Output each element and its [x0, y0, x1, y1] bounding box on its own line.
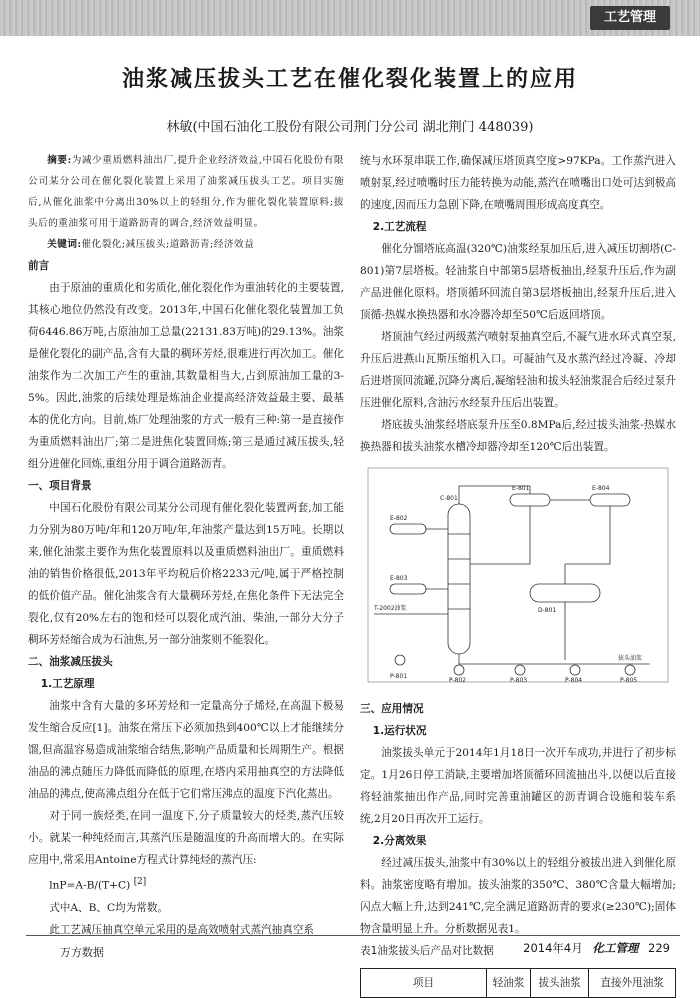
footer-info — [523, 940, 670, 956]
footer-rule — [26, 935, 680, 936]
right-column — [360, 150, 676, 998]
flow-paragraph-2: 塔顶油气经过两级蒸汽喷射泵抽真空后,不凝气进水环式真空泵,升压后进燕山瓦斯压缩机入口。可凝油气及水蒸汽经过冷凝、冷却后进塔顶回流罐,沉降分离后,凝缩轻油和拔头轻油浆混合后经过泵升压进催化原料,含油污水经泵升压后出装置。 — [360, 331, 676, 409]
abstract-label: 摘要: — [47, 155, 72, 166]
table-header-cell: 拔头油浆 — [531, 969, 589, 998]
pump-2-symbol — [454, 665, 464, 675]
label-inlet: T-2002油浆 — [374, 605, 407, 612]
exchanger-left-lower — [390, 584, 426, 594]
reflux-line — [470, 506, 530, 564]
equation-ref: [2] — [133, 877, 147, 887]
principle-paragraph-1: 油浆中含有大量的多环芳烃和一定量高分子烯烃,在高温下极易发生缩合反应[1]。油浆在常压下必须加热到400℃以上才能继续分馏,但高温容易造成油浆缩合结焦,影响产品质量和长周期生产。根据油品的沸点随压力降低而降低的原理,在塔内采用抽真空的方法降低油品的沸点,使高沸点组分在低于它们常压沸点的温度下汽化蒸出。 — [28, 700, 344, 800]
table-header-cell: 轻油浆 — [487, 969, 531, 998]
equation-note: 式中A、B、C均为常数。 — [49, 901, 169, 914]
table-header-cell: 项目 — [361, 969, 487, 998]
table-caption: 表1油浆拔头后产品对比数据 — [360, 945, 494, 957]
label-vessel-top-left: E-801 — [512, 485, 530, 492]
author-line: 林敏(中国石油化工股份有限公司荆门分公司 湖北荆门 448039) — [166, 120, 534, 135]
principle-paragraph-3: 此工艺减压抽真空单元采用的是高效喷射式蒸汽抽真空系 — [49, 923, 315, 936]
label-column: C-801 — [440, 495, 458, 502]
flow-heading: 2.工艺流程 — [372, 221, 427, 233]
slurry-heading: 二、油浆减压拔头 — [28, 656, 113, 668]
label-pump-5: P-805 — [620, 677, 638, 684]
header-band — [0, 0, 700, 36]
preface-heading: 前言 — [28, 260, 50, 272]
keywords — [28, 234, 344, 255]
exchanger-top-left — [510, 494, 550, 506]
label-left-mid: E-802 — [390, 515, 408, 522]
label-outlet: 拔头油浆 — [618, 655, 643, 662]
abstract — [28, 150, 344, 234]
footer-source: 万方数据 — [60, 946, 104, 959]
label-pump-1: P-801 — [390, 673, 408, 680]
diagram-frame — [368, 468, 668, 682]
background-heading: 一、项目背景 — [28, 480, 92, 492]
label-pump-2: P-802 — [449, 677, 467, 684]
vacuum-column — [448, 504, 470, 654]
continued-paragraph: 统与水环泵串联工作,确保减压塔顶真空度>97KPa。工作蒸汽进入喷射泵,经过喷嘴时压力能转换为动能,蒸汽在喷嘴出口处可达到极高的速度,因而压力急剧下降,在喷嘴周围形成高度真空。 — [360, 155, 676, 211]
label-pump-4: P-804 — [565, 677, 583, 684]
application-heading: 三、应用情况 — [360, 703, 424, 715]
equation-text: lnP=A-B/(T+C) — [49, 879, 131, 892]
table-header-cell: 直接外甩油浆 — [589, 969, 676, 998]
abstract-text: 为减少重质燃料油出厂,提升企业经济效益,中国石化股份有限公司某分公司在催化裂化装置上采用了油浆减压拔头工艺。项目实施后,从催化油浆中分离出30%以上的轻组分,作为催化裂化装置原料;拔头后的重油浆可用于道路沥青的调合,经济效益明显。 — [28, 155, 344, 229]
footer-journal: 化工管理 — [592, 941, 639, 955]
exchanger-top-right — [590, 494, 630, 506]
operation-paragraph: 油浆拔头单元于2014年1月18日一次开车成功,并进行了初步标定。1月26日停工消缺,主要增加塔顶循环回流抽出斗,以便以后直接将轻油浆抽出作产品,同时完善重油罐区的沥青调合设施和装车系统,2月20日再次开工运行。 — [360, 747, 676, 825]
label-pump-3: P-803 — [510, 677, 528, 684]
flow-paragraph-3: 塔底拔头油浆经塔底泵升压至0.8MPa后,经过拔头油浆-热媒水换热器和拔头油浆水槽冷却器冷却至120℃后出装置。 — [360, 419, 676, 453]
background-paragraph: 中国石化股份有限公司某分公司现有催化裂化装置两套,加工能力分别为80万吨/年和120万吨/年,年油浆产量达到15万吨。长期以来,催化油浆主要作为焦化装置原料以及重质燃料油出厂。重质燃料油的销售价格很低,2013年平均税后价格2233元/吨,属于严格控制的低价值产品。催化油浆含有大量稠环芳烃,在焦化条件下无法完全裂化,仅有20%左右的饱和烃可以裂化成汽油、柴油,一部分大分子稠环芳烃缩合成为石油焦,另一部分油浆则不能裂化。 — [28, 502, 344, 646]
left-column — [28, 150, 344, 941]
reflux-drum — [530, 584, 600, 602]
label-vessel-top-right: E-804 — [592, 485, 610, 492]
pump-5-symbol — [625, 665, 635, 675]
label-drum: D-801 — [538, 607, 557, 614]
preface-paragraph: 由于原油的重质化和劣质化,催化裂化作为重油转化的主要装置,其核心地位仍然没有改变。2013年,中国石化催化裂化装置加工负荷6446.86万吨,占原油加工总量(22131.83万吨)的29.13%。油浆是催化裂化的副产品,含有大量的稠环芳烃,很难进行再次加工。催化油浆作为二次加工产生的重油,其数量相当大,占到原油加工量的3-5%。因此,油浆的后续处理是炼油企业提高经济效益最主要、最基本的优化方向。目前,炼厂处理油浆的方式一般有三种:第一是直接作为重质燃料油出厂;第二是进焦化装置回炼;第三是通过减压拔头,轻组分进催化回炼,重组分用于调合道路沥青。 — [28, 282, 344, 470]
separation-paragraph: 经过减压拔头,油浆中有30%以上的轻组分被拔出进入到催化原料。油浆密度略有增加。拔头油浆的350℃、380℃含量大幅增加;闪点大幅上升,达到241℃,完全满足道路沥青的要求(≥230℃);固体物含量明显上升。分析数据见表1。 — [360, 857, 676, 935]
exchanger-left-mid — [390, 524, 426, 534]
antoine-equation — [28, 871, 344, 897]
keywords-label: 关键词: — [47, 239, 82, 250]
condensate-line — [565, 506, 610, 584]
section-tag: 工艺管理 — [590, 6, 670, 30]
keywords-text: 催化裂化;减压拔头;道路沥青;经济效益 — [81, 239, 255, 250]
pump-3-symbol — [515, 665, 525, 675]
process-flow-diagram — [360, 464, 676, 686]
pump-1-symbol — [395, 655, 405, 665]
principle-paragraph-2: 对于同一族烃类,在同一温度下,分子质量较大的烃类,蒸汽压较小。就某一种纯烃而言,其蒸汽压是随温度的升高而增大的。在实际应用中,常采用Antoine方程式计算纯烃的蒸汽压: — [28, 810, 344, 866]
article-title: 油浆减压拔头工艺在催化裂化装置上的应用 — [121, 67, 578, 92]
pump-4-symbol — [570, 665, 580, 675]
flow-paragraph-1: 催化分馏塔底高温(320℃)油浆经泵加压后,进入减压切割塔(C-801)第7层塔板。轻油浆自中部第5层塔板抽出,经泵升压后,作为副产品进催化原料。塔顶循环回流自第3层塔板抽出,经泵升压后,进入顶循-热媒水换热器和水冷器冷却至50℃后返回塔顶。 — [360, 243, 676, 321]
operation-heading: 1.运行状况 — [372, 725, 427, 737]
principle-heading: 1.工艺原理 — [40, 678, 95, 690]
footer-page: 229 — [648, 941, 670, 955]
label-left-lower: E-803 — [390, 575, 408, 582]
footer-date: 2014年4月 — [523, 941, 583, 955]
separation-heading: 2.分离效果 — [372, 835, 427, 847]
